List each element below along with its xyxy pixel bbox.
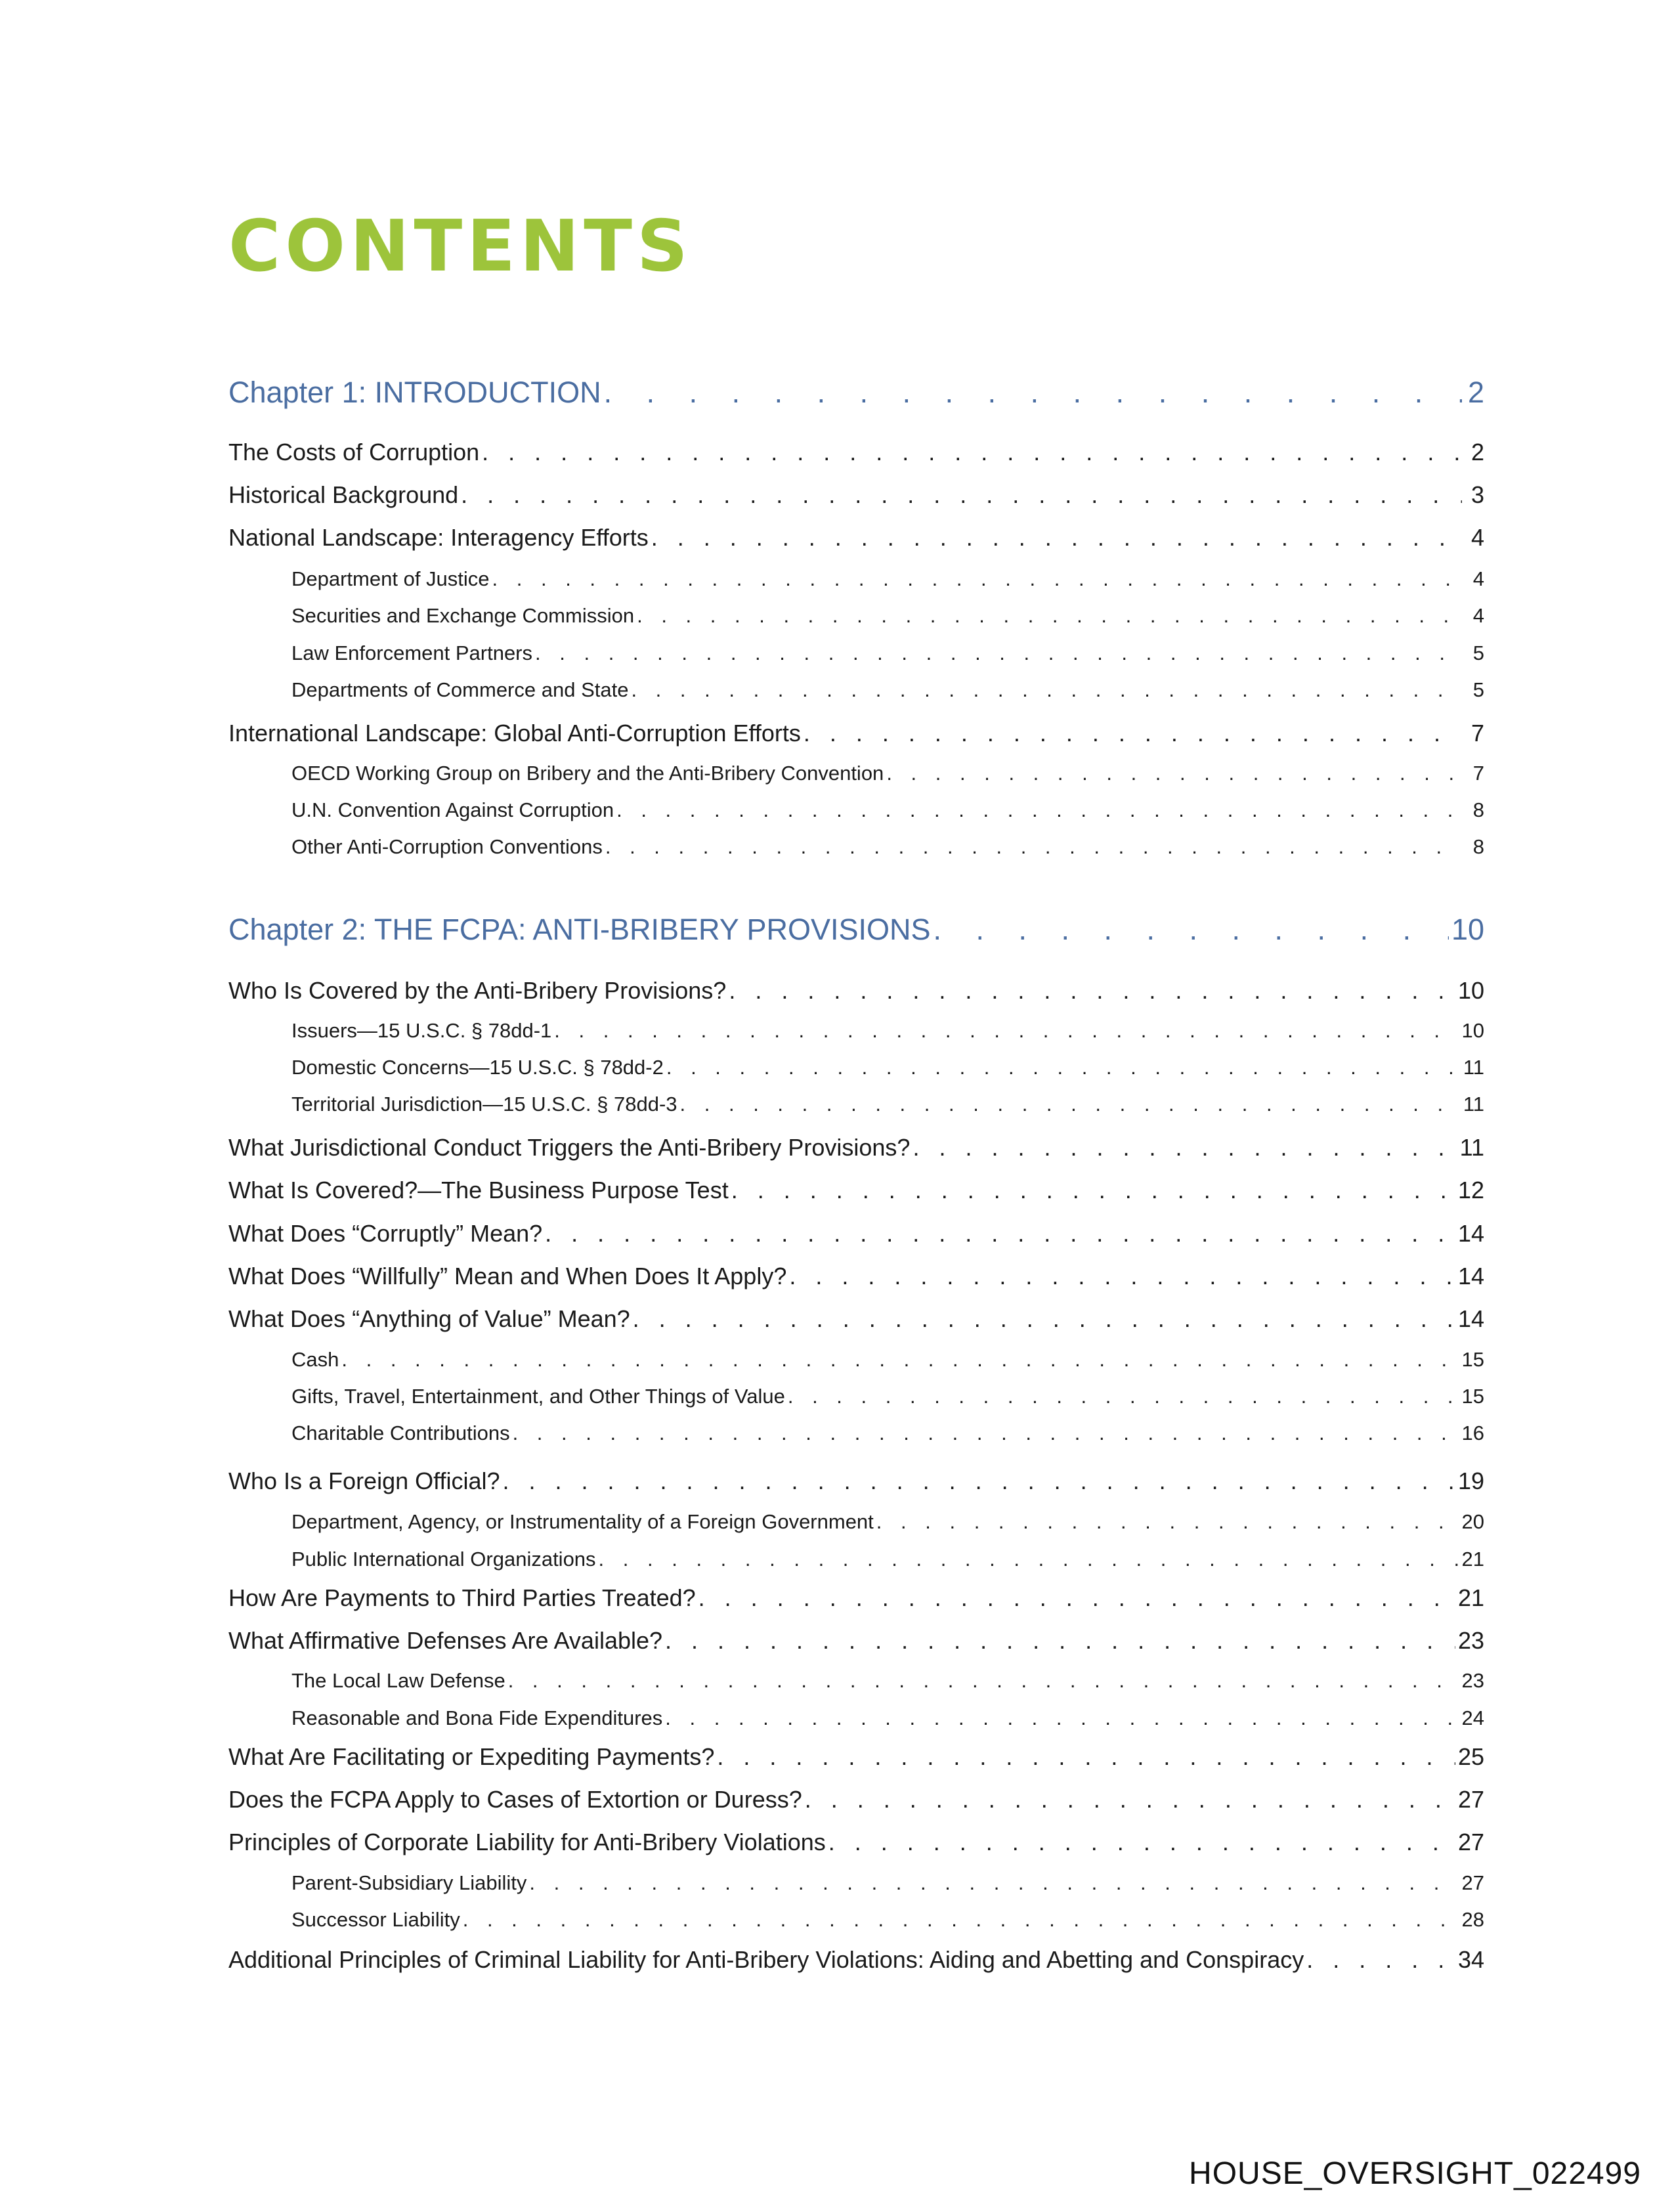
entry-title: Gifts, Travel, Entertainment, and Other Things of Value [291, 1385, 785, 1408]
toc-entry[interactable] [228, 720, 1484, 747]
page-number: 10 [1451, 913, 1484, 946]
entry-title: Department, Agency, or Instrumentality of a Foreign Government [291, 1510, 874, 1533]
toc-subentry[interactable] [228, 835, 1484, 859]
entry-title: Principles of Corporate Liability for Anti-Bribery Violations [228, 1829, 826, 1855]
dot-leader [604, 376, 1462, 410]
toc-subentry[interactable] [228, 762, 1484, 785]
toc-subentry[interactable] [228, 1548, 1484, 1571]
toc-subentry[interactable] [228, 1669, 1484, 1693]
dot-leader [729, 977, 1455, 1005]
page-number: 27 [1457, 1829, 1484, 1855]
page-number: 15 [1461, 1348, 1484, 1371]
page-number: 4 [1472, 604, 1484, 627]
page-number: 2 [1467, 376, 1484, 409]
toc-subentry[interactable] [228, 1871, 1484, 1895]
entry-title: Charitable Contributions [291, 1421, 510, 1444]
dot-leader [503, 1467, 1455, 1495]
toc-entry[interactable] [228, 1177, 1484, 1204]
entry-title: Cash [291, 1348, 339, 1371]
dot-leader [651, 524, 1462, 552]
page-number: 11 [1463, 1093, 1484, 1116]
page-number: 5 [1472, 678, 1484, 701]
entry-title: Department of Justice [291, 567, 490, 590]
toc-chapter-1[interactable] [228, 376, 1484, 410]
dot-leader [665, 1706, 1459, 1730]
page-number: 11 [1463, 1056, 1484, 1079]
dot-leader [545, 1220, 1455, 1247]
entry-title: What Does “Willfully” Mean and When Does It Apply? [228, 1263, 787, 1290]
page-number: 14 [1457, 1305, 1484, 1332]
toc-subentry[interactable] [228, 1706, 1484, 1730]
entry-title: National Landscape: Interagency Efforts [228, 524, 649, 551]
page-number: 8 [1472, 798, 1484, 821]
dot-leader [492, 567, 1462, 591]
bates-stamp: HOUSE_OVERSIGHT_022499 [1189, 2156, 1641, 2191]
page-number: 15 [1461, 1385, 1484, 1408]
page-title: CONTENTS [228, 206, 693, 288]
toc-subentry[interactable] [228, 641, 1484, 665]
dot-leader [599, 1548, 1459, 1571]
chapter-heading [228, 376, 601, 410]
dot-leader [513, 1421, 1459, 1445]
entry-title: Successor Liability [291, 1908, 460, 1931]
entry-title: Securities and Exchange Commission [291, 604, 635, 627]
toc-subentry[interactable] [228, 1421, 1484, 1445]
chapter-title: INTRODUCTION [374, 376, 601, 409]
page-number: 10 [1461, 1019, 1484, 1042]
page-number: 8 [1472, 835, 1484, 858]
entry-title: OECD Working Group on Bribery and the Anti-Bribery Convention [291, 762, 884, 785]
dot-leader [463, 1908, 1459, 1932]
chapter-heading [228, 913, 931, 947]
dot-leader [789, 1263, 1455, 1290]
toc-subentry[interactable] [228, 798, 1484, 822]
page-number: 14 [1457, 1263, 1484, 1290]
page-number: 12 [1457, 1177, 1484, 1204]
page-number: 5 [1472, 641, 1484, 664]
page-number: 25 [1457, 1743, 1484, 1770]
toc-entry[interactable] [228, 1829, 1484, 1856]
dot-leader [341, 1348, 1459, 1372]
dot-leader [482, 439, 1462, 466]
dot-leader [665, 1627, 1455, 1655]
entry-title: Departments of Commerce and State [291, 678, 629, 701]
dot-leader [1306, 1946, 1455, 1974]
entry-title: Historical Background [228, 481, 459, 508]
dot-leader [788, 1385, 1459, 1408]
dot-leader [529, 1871, 1459, 1895]
page-number: 2 [1470, 439, 1484, 466]
page-number: 27 [1457, 1786, 1484, 1813]
dot-leader [535, 641, 1462, 665]
toc-subentry[interactable] [228, 1348, 1484, 1372]
toc-subentry[interactable] [228, 678, 1484, 702]
page-number: 16 [1461, 1421, 1484, 1444]
dot-leader [805, 1786, 1455, 1813]
toc-entry[interactable] [228, 1220, 1484, 1247]
toc-subentry[interactable] [228, 1908, 1484, 1932]
page-number: 21 [1457, 1584, 1484, 1611]
toc-subentry[interactable] [228, 1093, 1484, 1116]
chapter-title: THE FCPA: ANTI-BRIBERY PROVISIONS [374, 913, 931, 946]
page-number: 28 [1461, 1908, 1484, 1931]
page-number: 4 [1472, 567, 1484, 590]
page-number: 24 [1461, 1706, 1484, 1729]
entry-title: What Are Facilitating or Expediting Payments? [228, 1743, 715, 1770]
dot-leader [934, 913, 1449, 947]
toc-entry[interactable] [228, 1786, 1484, 1813]
dot-leader [731, 1177, 1455, 1204]
entry-title: Who Is Covered by the Anti-Bribery Provisions? [228, 977, 727, 1004]
entry-title: Does the FCPA Apply to Cases of Extortion or Duress? [228, 1786, 802, 1813]
entry-title: Territorial Jurisdiction—15 U.S.C. § 78dd-3 [291, 1093, 677, 1116]
toc-subentry[interactable] [228, 1385, 1484, 1408]
dot-leader [616, 798, 1462, 822]
entry-title: International Landscape: Global Anti-Corruption Efforts [228, 720, 801, 747]
entry-title: Public International Organizations [291, 1548, 596, 1571]
toc-entry[interactable] [228, 977, 1484, 1005]
page-number: 34 [1457, 1946, 1484, 1973]
dot-leader [717, 1743, 1455, 1771]
toc-subentry[interactable] [228, 567, 1484, 591]
entry-title: Reasonable and Bona Fide Expenditures [291, 1706, 663, 1729]
page-number: 3 [1470, 481, 1484, 508]
dot-leader [666, 1056, 1461, 1079]
dot-leader [828, 1829, 1455, 1856]
dot-leader [605, 835, 1462, 859]
page-number: 10 [1457, 977, 1484, 1004]
entry-title: What Does “Corruptly” Mean? [228, 1220, 543, 1247]
entry-title: What Affirmative Defenses Are Available? [228, 1627, 663, 1654]
toc-entry[interactable] [228, 1263, 1484, 1290]
entry-title: Additional Principles of Criminal Liability for Anti-Bribery Violations: Aiding and Abetting and Conspiracy [228, 1946, 1304, 1973]
toc-entry[interactable] [228, 1467, 1484, 1495]
dot-leader [554, 1019, 1459, 1043]
entry-title: What Does “Anything of Value” Mean? [228, 1305, 630, 1332]
toc-entry[interactable] [228, 1946, 1484, 1974]
entry-title: What Jurisdictional Conduct Triggers the Anti-Bribery Provisions? [228, 1134, 911, 1161]
entry-title: U.N. Convention Against Corruption [291, 798, 614, 821]
toc-entry[interactable] [228, 524, 1484, 552]
dot-leader [698, 1584, 1455, 1612]
page-number: 19 [1457, 1467, 1484, 1494]
chapter-number: Chapter 2: [228, 913, 367, 946]
page-number: 7 [1472, 762, 1484, 785]
toc-entry[interactable] [228, 1627, 1484, 1655]
dot-leader [461, 481, 1462, 509]
dot-leader [508, 1669, 1459, 1693]
toc-entry[interactable] [228, 1743, 1484, 1771]
toc-subentry[interactable] [228, 604, 1484, 628]
toc-chapter-2[interactable] [228, 913, 1484, 947]
page-number: 23 [1461, 1669, 1484, 1692]
page-number: 23 [1457, 1627, 1484, 1654]
entry-title: Domestic Concerns—15 U.S.C. § 78dd-2 [291, 1056, 664, 1079]
dot-leader [637, 604, 1462, 628]
toc-subentry[interactable] [228, 1056, 1484, 1079]
entry-title: The Local Law Defense [291, 1669, 505, 1692]
entry-title: The Costs of Corruption [228, 439, 480, 466]
page-number: 27 [1461, 1871, 1484, 1894]
page-number: 4 [1470, 524, 1484, 551]
chapter-number: Chapter 1: [228, 376, 367, 409]
page-number: 11 [1459, 1134, 1484, 1161]
page-number: 7 [1470, 720, 1484, 747]
entry-title: Who Is a Foreign Official? [228, 1467, 500, 1494]
dot-leader [633, 1305, 1455, 1333]
entry-title: Issuers—15 U.S.C. § 78dd-1 [291, 1019, 552, 1042]
toc-entry[interactable] [228, 1305, 1484, 1333]
entry-title: How Are Payments to Third Parties Treated? [228, 1584, 696, 1611]
dot-leader [912, 1134, 1457, 1161]
toc-entry[interactable] [228, 1134, 1484, 1161]
toc-entry[interactable] [228, 481, 1484, 509]
dot-leader [680, 1093, 1461, 1116]
page-number: 21 [1461, 1548, 1484, 1571]
toc-entry[interactable] [228, 439, 1484, 466]
dot-leader [631, 678, 1462, 702]
entry-title: Law Enforcement Partners [291, 641, 533, 664]
entry-title: Parent-Subsidiary Liability [291, 1871, 527, 1894]
page-number: 20 [1461, 1510, 1484, 1533]
page-number: 14 [1457, 1220, 1484, 1247]
dot-leader [804, 720, 1462, 747]
entry-title: Other Anti-Corruption Conventions [291, 835, 603, 858]
toc-subentry[interactable] [228, 1019, 1484, 1043]
toc-subentry[interactable] [228, 1510, 1484, 1534]
dot-leader [886, 762, 1462, 785]
entry-title: What Is Covered?—The Business Purpose Test [228, 1177, 729, 1204]
toc-entry[interactable] [228, 1584, 1484, 1612]
dot-leader [876, 1510, 1459, 1534]
